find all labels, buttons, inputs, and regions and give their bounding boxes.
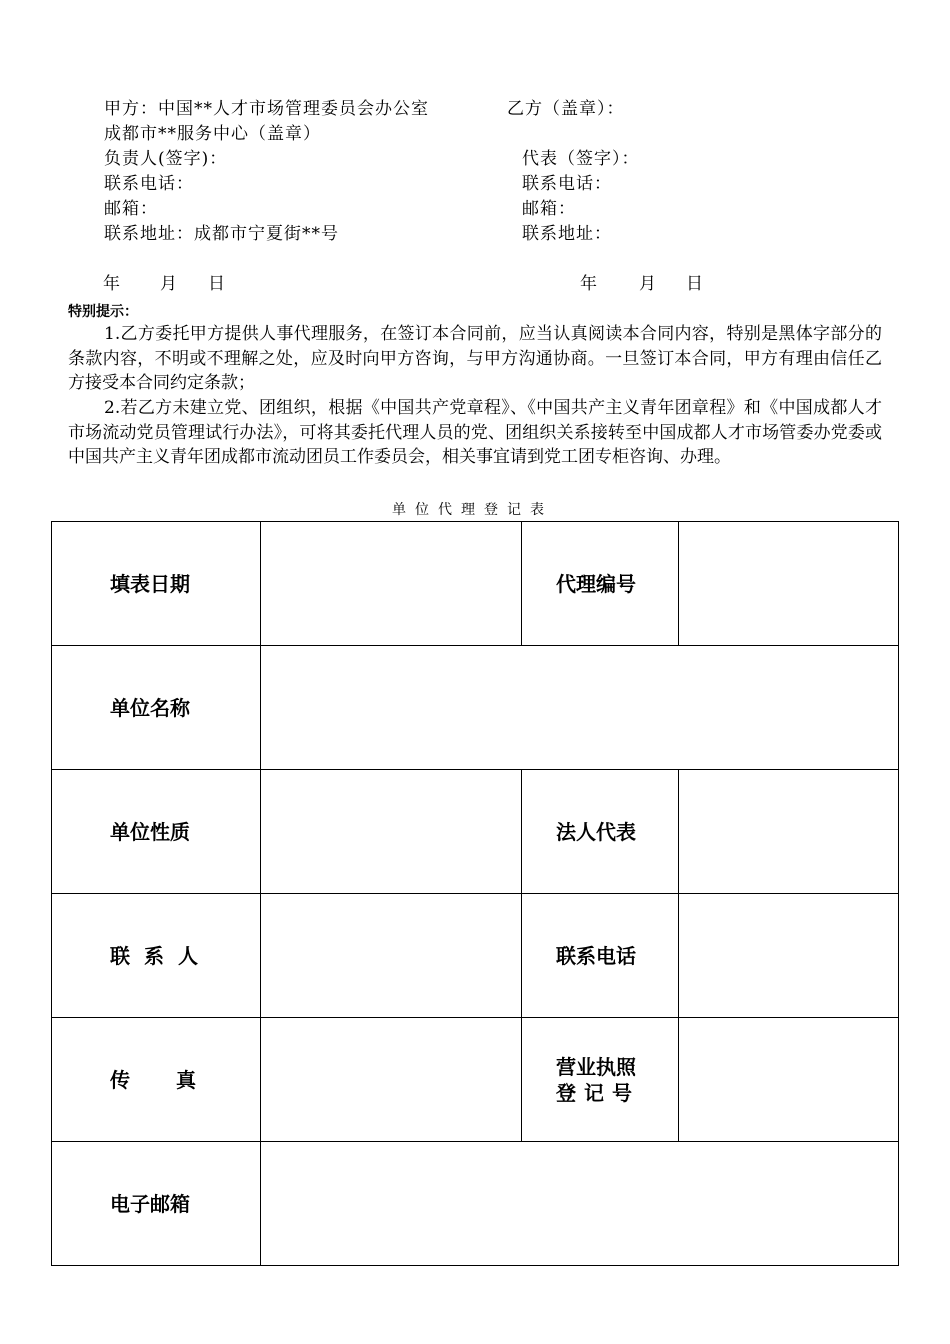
party-b-rep-signature: 代表（签字）： [522, 149, 640, 169]
party-a-date-month: 月 [160, 274, 178, 294]
party-b-date-year: 年 [580, 274, 598, 294]
unit-name-field[interactable] [261, 646, 899, 770]
party-b-address: 联系地址： [522, 224, 612, 244]
unit-type-field[interactable] [261, 770, 522, 894]
contact-person-field[interactable] [261, 894, 522, 1018]
party-a-date-day: 日 [208, 274, 226, 294]
contact-phone-label: 联系电话 [522, 894, 679, 1018]
table-row [52, 1018, 899, 1142]
unit-type-label: 单位性质 [52, 770, 261, 894]
party-a-leader-signature: 负责人(签字)： [104, 149, 228, 169]
unit-name-label: 单位名称 [52, 646, 261, 770]
license-label-line2: 登记号 [556, 1080, 640, 1105]
license-no-field[interactable] [679, 1018, 899, 1142]
notice-item-2: 2.若乙方未建立党、团组织，根据《中国共产党章程》、《中国共产主义青年团章程》和《中国成都人才市场流动党员管理试行办法》，可将其委托代理人员的党、团组织关系接转至中国成都人才市场管委办党委或中国共产主义青年团成都市流动团员工作委员会，相关事宜请到党工团专柜咨询、办理。 [68, 398, 882, 467]
fax-label: 传真 [52, 1018, 261, 1142]
table-row [52, 1142, 899, 1266]
table-row [52, 646, 899, 770]
party-a-email: 邮箱： [104, 199, 158, 219]
party-b-date-day: 日 [686, 274, 704, 294]
fill-date-field[interactable] [261, 522, 522, 646]
notice-item-1: 1.乙方委托甲方提供人事代理服务，在签订本合同前，应当认真阅读本合同内容，特别是黑体字部分的条款内容，不明或不理解之处，应及时向甲方咨询，与甲方沟通协商。一旦签订本合同，甲方有理由信任乙方接受本合同约定条款； [68, 324, 882, 393]
party-b-line: 乙方（盖章）： [507, 99, 625, 119]
email-field[interactable] [261, 1142, 899, 1266]
party-a-org-line: 成都市**服务中心（盖章） [104, 124, 321, 144]
registration-table [51, 521, 899, 1266]
table-row [52, 770, 899, 894]
fax-field[interactable] [261, 1018, 522, 1142]
party-a-address: 联系地址：成都市宁夏街**号 [104, 224, 339, 244]
license-label-line1: 营业执照 [556, 1054, 636, 1079]
party-b-date-month: 月 [639, 274, 657, 294]
table-caption: 单位代理登记表 [392, 502, 553, 518]
table-row [52, 522, 899, 646]
contact-person-label: 联系人 [52, 894, 261, 1018]
party-a-line: 甲方：中国**人才市场管理委员会办公室 [104, 99, 429, 119]
email-label: 电子邮箱 [52, 1142, 261, 1266]
table-row [52, 894, 899, 1018]
notice-title: 特别提示： [68, 304, 138, 320]
party-a-phone: 联系电话： [104, 174, 194, 194]
fill-date-label: 填表日期 [52, 522, 261, 646]
legal-rep-label: 法人代表 [522, 770, 679, 894]
agency-no-label: 代理编号 [522, 522, 679, 646]
legal-rep-field[interactable] [679, 770, 899, 894]
party-b-email: 邮箱： [522, 199, 576, 219]
contact-phone-field[interactable] [679, 894, 899, 1018]
party-b-phone: 联系电话： [522, 174, 612, 194]
party-a-date-year: 年 [103, 274, 121, 294]
agency-no-field[interactable] [679, 522, 899, 646]
license-no-label [522, 1018, 679, 1142]
